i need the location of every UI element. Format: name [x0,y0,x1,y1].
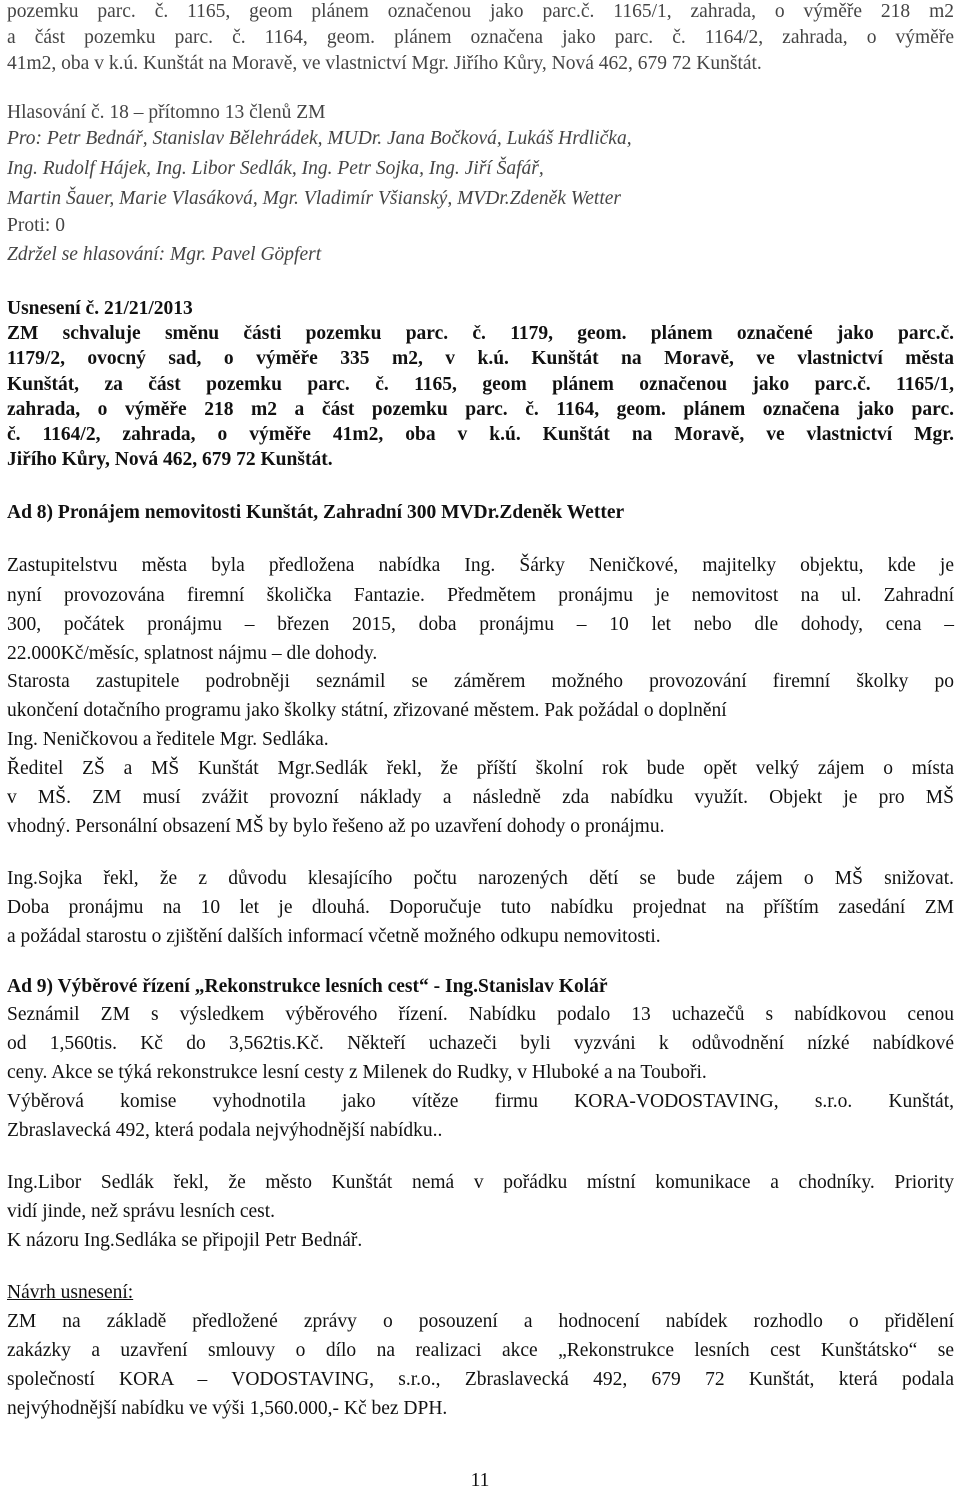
vote-pro-line: Martin Šauer, Marie Vlasáková, Mgr. Vladimír Všianský, MVDr.Zdeněk Wetter [7,188,621,209]
vote-pro-line: Ing. Rudolf Hájek, Ing. Libor Sedlák, Ing. Petr Sojka, Ing. Jiří Šafář, [7,158,544,179]
intro-line: pozemku parc. č. 1165, geom plánem označenou jako parc.č. 1165/1, zahrada, o výměře 218 m2 [7,1,954,22]
paragraph-line: Seznámil ZM s výsledkem výběrového řízení. Nabídku podalo 13 uchazečů s nabídkovou cenou [7,1004,954,1025]
paragraph-line: Ing.Libor Sedlák řekl, že město Kunštát nemá v pořádku místní komunikace a chodníky. Priority [7,1172,954,1193]
paragraph-line: ceny. Akce se týká rekonstrukce lesní cesty z Milenek do Rudky, v Hluboké a na Touboři. [7,1062,707,1083]
vote-abstained: Zdržel se hlasování: Mgr. Pavel Göpfert [7,244,322,265]
resolution-line: Jiřího Kůry, Nová 462, 679 72 Kunštát. [7,449,333,470]
intro-line: 41m2, oba v k.ú. Kunštát na Moravě, ve vlastnictví Mgr. Jiřího Kůry, Nová 462, 679 72 Kunštát. [7,53,762,74]
proposal-label: Návrh usnesení: [7,1282,134,1303]
item8-heading: Ad 8) Pronájem nemovitosti Kunštát, Zahradní 300 MVDr.Zdeněk Wetter [7,502,625,523]
paragraph-line: a požádal starostu o zjištění dalších informací včetně možného odkupu nemovitosti. [7,926,661,947]
vote-against: Proti: 0 [7,215,65,236]
paragraph-line: Zastupitelstvu města byla předložena nabídka Ing. Šárky Neničkové, majitelky objektu, kde je [7,555,954,576]
vote-pro-line: Pro: Petr Bednář, Stanislav Bělehrádek, MUDr. Jana Bočková, Lukáš Hrdlička, [7,128,632,149]
paragraph-line: Ing.Sojka řekl, že z důvodu klesajícího počtu narozených dětí se bude zájem o MŠ snižovat. [7,868,954,889]
paragraph-line: Ředitel ZŠ a MŠ Kunštát Mgr.Sedlák řekl, že příští školní rok bude opět velký zájem o místa [7,758,954,779]
paragraph-line: 22.000Kč/měsíc, splatnost nájmu – dle dohody. [7,643,378,664]
proposal-line: ZM na základě předložené zprávy o posouzení a hodnocení nabídek rozhodlo o přidělení [7,1311,954,1332]
paragraph-line: vhodný. Personální obsazení MŠ by bylo řešeno až po uzavření dohody o pronájmu. [7,816,665,837]
resolution-line: Kunštát, za část pozemku parc. č. 1165, geom plánem označenou jako parc.č. 1165/1, [7,374,954,395]
paragraph-line: ukončení dotačního programu jako školky státní, zřizované městem. Pak požádal o doplnění [7,700,727,721]
paragraph-line: nyní provozována firemní školička Fantazie. Předmětem pronájmu je nemovitost na ul. Zahradní [7,585,954,606]
paragraph-line: Výběrová komise vyhodnotila jako vítěze firmu KORA-VODOSTAVING, s.r.o. Kunštát, [7,1091,954,1112]
paragraph-line: Ing. Neničkovou a ředitele Mgr. Sedláka. [7,729,329,750]
resolution-title: Usnesení č. 21/21/2013 [7,298,193,319]
proposal-line: společností KORA – VODOSTAVING, s.r.o., Zbraslavecká 492, 679 72 Kunštát, která podala [7,1369,954,1390]
resolution-line: ZM schvaluje směnu části pozemku parc. č. 1179, geom. plánem označené jako parc.č. [7,323,954,344]
paragraph-line: Doba pronájmu na 10 let je dlouhá. Doporučuje tuto nabídku projednat na příštím zasedání ZM [7,897,954,918]
paragraph-line: K názoru Ing.Sedláka se připojil Petr Bednář. [7,1230,363,1251]
paragraph-line: Starosta zastupitele podrobněji seznámil se záměrem možného provozování firemní školky po [7,671,954,692]
intro-line: a část pozemku parc. č. 1164, geom. plánem označena jako parc. č. 1164/2, zahrada, o výměře [7,27,954,48]
paragraph-line: v MŠ. ZM musí zvážit provozní náklady a následně zda nabídku využít. Objekt je pro MŠ [7,787,954,808]
resolution-line: zahrada, o výměře 218 m2 a část pozemku parc. č. 1164, geom. plánem označena jako parc. [7,399,954,420]
paragraph-line: od 1,560tis. Kč do 3,562tis.Kč. Někteří uchazeči byli vyzváni k odůvodnění nízké nabídkové [7,1033,954,1054]
proposal-line: nejvýhodnější nabídku ve výši 1,560.000,- Kč bez DPH. [7,1398,448,1419]
resolution-line: č. 1164/2, zahrada, o výměře 41m2, oba v k.ú. Kunštát na Moravě, ve vlastnictví Mgr. [7,424,954,445]
resolution-line: 1179/2, ovocný sad, o výměře 335 m2, v k.ú. Kunštát na Moravě, ve vlastnictví města [7,348,954,369]
proposal-line: zakázky a uzavření smlouvy o dílo na realizaci akce „Rekonstrukce lesních cest Kunštátsko“ se [7,1340,954,1361]
paragraph-line: Zbraslavecká 492, která podala nejvýhodnější nabídku.. [7,1120,443,1141]
page-number: 11 [470,1470,490,1491]
paragraph-line: 300, počátek pronájmu – březen 2015, doba pronájmu – 10 let nebo dle dohody, cena – [7,614,954,635]
item9-heading: Ad 9) Výběrové řízení „Rekonstrukce lesních cest“ - Ing.Stanislav Kolář [7,976,608,997]
vote-heading: Hlasování č. 18 – přítomno 13 členů ZM [7,102,326,123]
paragraph-line: vidí jinde, než správu lesních cest. [7,1201,276,1222]
